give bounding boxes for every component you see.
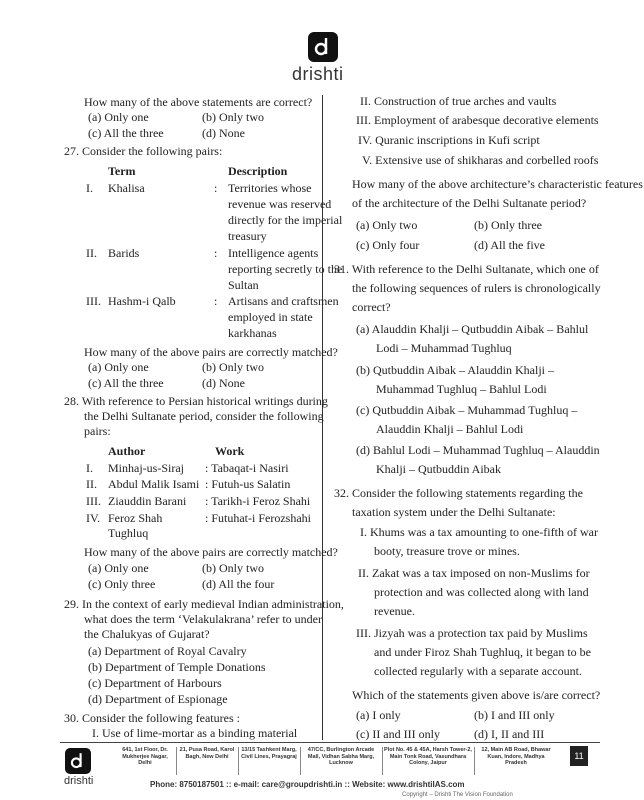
q31-stem: the following sequences of rulers is chronologically xyxy=(352,281,601,295)
q28-row2-num: II. xyxy=(86,477,97,491)
address-lucknow: 47/CC, Burlington Arcade Mall, Vidhan Sabha Marg, Lucknow xyxy=(307,747,375,766)
q27-row2-num: II. xyxy=(86,246,97,260)
q28-row4-author: Tughluq xyxy=(108,526,149,540)
q28-option-d: (d) All the four xyxy=(202,577,275,591)
q28-row4-num: IV. xyxy=(86,511,101,525)
q29-stem: 29. In the context of early medieval Indian administration, xyxy=(64,597,344,611)
q28-col-work: Work xyxy=(215,444,245,458)
q30-feature-4: IV. Quranic inscriptions in Kufi script xyxy=(358,133,540,147)
q32-statement-1: I. Khums was a tax amounting to one-fifth of war xyxy=(360,525,598,539)
q30-option-b: (b) Only three xyxy=(474,218,542,232)
q27-row3-desc: Artisans and craftsmen xyxy=(228,294,339,308)
q27-row2-desc: reporting secretly to the xyxy=(228,262,343,276)
q28-row4-work: : Futuhat-i Ferozshahi xyxy=(205,511,311,525)
q30-feature-5: V. Extensive use of shikharas and corbelled roofs xyxy=(362,153,599,167)
q26-option-c: (c) All the three xyxy=(88,126,164,140)
q28-stem: the Delhi Sultanate period, consider the following xyxy=(84,409,324,423)
q32-statement-1: booty, treasure trove or mines. xyxy=(374,544,520,558)
q27-row2-desc: Intelligence agents xyxy=(228,246,319,260)
q32-option-b: (b) I and III only xyxy=(474,708,555,722)
q29-option-a: (a) Department of Royal Cavalry xyxy=(88,644,247,658)
footer-brand: drishti xyxy=(64,775,94,787)
q29-option-d: (d) Department of Espionage xyxy=(88,692,228,706)
q31-option-b: Muhammad Tughluq – Bahlul Lodi xyxy=(376,382,547,396)
q32-statement-2: protection and was collected along with land xyxy=(374,585,589,599)
q30-feature-1: I. Use of lime-mortar as a binding material xyxy=(92,726,298,740)
q27-row1-term: Khalisa xyxy=(108,181,145,195)
q27-row1-desc: Territories whose xyxy=(228,181,312,195)
q28-row1-work: : Tabaqat-i Nasiri xyxy=(205,461,289,475)
q32-option-d: (d) I, II and III xyxy=(474,727,545,741)
q28-option-b: (b) Only two xyxy=(202,561,264,575)
q32-option-a: (a) I only xyxy=(356,708,401,722)
q31-option-c: (c) Qutbuddin Aibak – Muhammad Tughluq – xyxy=(356,403,578,417)
q27-row1-desc: revenue was reserved xyxy=(228,197,332,211)
q28-row4-author: Feroz Shah xyxy=(108,511,163,525)
q28-row3-num: III. xyxy=(86,494,101,508)
address-separator xyxy=(300,747,301,775)
address-indore: 12, Main AB Road, Bhawar Kuan, Indore, Madhya Pradesh xyxy=(481,747,551,766)
q27-row3-desc: employed in state xyxy=(228,310,313,324)
q28-stem: pairs: xyxy=(84,424,111,438)
address-separator xyxy=(176,747,177,775)
q29-option-b: (b) Department of Temple Donations xyxy=(88,660,266,674)
q27-option-b: (b) Only two xyxy=(202,360,264,374)
copyright-text: Copyright – Drishti The Vision Foundation xyxy=(402,792,513,798)
address-separator xyxy=(238,747,239,775)
q30-question: How many of the above architecture’s characteristic features xyxy=(352,177,643,191)
q29-stem: what does the term ‘Velakulakrana’ refer to under xyxy=(84,612,323,626)
q32-statement-3: collected regularly with a separate account. xyxy=(374,664,582,678)
q28-row2-author: Abdul Malik Isami xyxy=(108,477,200,491)
q27-col-term: Term xyxy=(108,164,136,178)
q28-question: How many of the above pairs are correctly matched? xyxy=(84,545,338,559)
q27-row3-term: Hashm-i Qalb xyxy=(108,294,176,308)
contact-line: Phone: 8750187501 :: e-mail: care@groupdrishti.in :: Website: www.drishtiIAS.com xyxy=(150,780,465,789)
q31-stem: correct? xyxy=(352,300,391,314)
q32-option-c: (c) II and III only xyxy=(356,727,440,741)
q27-row3-desc: karkhanas xyxy=(228,326,277,340)
drishti-logo-icon xyxy=(308,32,338,62)
q27-option-d: (d) None xyxy=(202,376,245,390)
address-delhi-mukherjee: 641, 1st Floor, Dr. Mukherjee Nagar, Delhi xyxy=(122,747,168,766)
q30-feature-3: III. Employment of arabesque decorative elements xyxy=(356,113,599,127)
q31-option-a: (a) Alauddin Khalji – Qutbuddin Aibak – Bahlul xyxy=(356,322,589,336)
q32-statement-3: and under Firoz Shah Tughluq, it began to be xyxy=(374,645,591,659)
q26-option-b: (b) Only two xyxy=(202,110,264,124)
q27-row3-num: III. xyxy=(86,294,101,308)
q28-row2-work: : Futuh-us Salatin xyxy=(205,477,291,491)
q31-option-b: (b) Qutbuddin Aibak – Alauddin Khalji – xyxy=(356,363,554,377)
address-separator xyxy=(474,747,475,775)
q27-row1-num: I. xyxy=(86,181,93,195)
q28-row3-work: : Tarikh-i Feroz Shahi xyxy=(205,494,311,508)
q27-row1-sep: : xyxy=(214,181,218,195)
address-karol-bagh: 21, Pusa Road, Karol Bagh, New Delhi xyxy=(179,747,235,760)
address-jaipur: Plot No. 45 & 45A, Harsh Tower-2, Main Tonk Road, Vasundhara Colony, Jaipur xyxy=(384,747,472,766)
q27-stem: 27. Consider the following pairs: xyxy=(64,144,223,158)
address-prayagraj: 13/15 Tashkent Marg, Civil Lines, Prayagraj xyxy=(241,747,297,760)
q32-question: Which of the statements given above is/are correct? xyxy=(352,688,601,702)
q32-statement-2: II. Zakat was a tax imposed on non-Muslims for xyxy=(358,566,590,580)
q26-option-d: (d) None xyxy=(202,126,245,140)
q26-question: How many of the above statements are correct? xyxy=(84,95,313,109)
q28-row1-num: I. xyxy=(86,461,93,475)
q31-option-a: Lodi – Muhammad Tughluq xyxy=(376,341,512,355)
footer-logo-icon xyxy=(65,748,91,774)
q32-statement-3: III. Jizyah was a protection tax paid by Muslims xyxy=(356,626,588,640)
q29-option-c: (c) Department of Harbours xyxy=(88,676,222,690)
q31-option-d: (d) Bahlul Lodi – Muhammad Tughluq – Alauddin xyxy=(356,443,600,457)
q30-feature-2: II. Construction of true arches and vaults xyxy=(360,94,557,108)
q28-col-author: Author xyxy=(108,444,146,458)
q27-row1-desc: directly for the imperial xyxy=(228,213,343,227)
q28-row3-author: Ziauddin Barani xyxy=(108,494,187,508)
q28-option-a: (a) Only one xyxy=(88,561,149,575)
q27-option-a: (a) Only one xyxy=(88,360,149,374)
q30-option-d: (d) All the five xyxy=(474,238,545,252)
q31-option-c: Alauddin Khalji – Bahlul Lodi xyxy=(376,422,524,436)
q30-option-a: (a) Only two xyxy=(356,218,418,232)
q31-stem: 31. With reference to the Delhi Sultanate, which one of xyxy=(334,262,599,276)
q27-col-desc: Description xyxy=(228,164,288,178)
address-separator xyxy=(382,747,383,775)
q27-question: How many of the above pairs are correctly matched? xyxy=(84,345,338,359)
q30-question: of the architecture of the Delhi Sultanate period? xyxy=(352,196,587,210)
q27-row2-desc: Sultan xyxy=(228,278,259,292)
q28-stem: 28. With reference to Persian historical writings during xyxy=(64,394,328,408)
q29-stem: the Chalukyas of Gujarat? xyxy=(84,627,210,641)
q32-stem: taxation system under the Delhi Sultanate: xyxy=(352,505,556,519)
q28-option-c: (c) Only three xyxy=(88,577,156,591)
q32-stem: 32. Consider the following statements regarding the xyxy=(334,486,583,500)
page-number: 11 xyxy=(570,746,588,766)
q30-stem: 30. Consider the following features : xyxy=(64,711,240,725)
q30-option-c: (c) Only four xyxy=(356,238,420,252)
q32-statement-2: revenue. xyxy=(374,604,415,618)
q28-row1-author: Minhaj-us-Siraj xyxy=(108,461,184,475)
q27-row3-sep: : xyxy=(214,294,218,308)
q26-option-a: (a) Only one xyxy=(88,110,149,124)
q27-option-c: (c) All the three xyxy=(88,376,164,390)
q27-row2-sep: : xyxy=(214,246,218,260)
brand-name: drishti xyxy=(292,64,344,84)
q31-option-d: Khalji – Qutbuddin Aibak xyxy=(376,462,501,476)
q27-row1-desc: treasury xyxy=(228,229,267,243)
q27-row2-term: Barids xyxy=(108,246,140,260)
